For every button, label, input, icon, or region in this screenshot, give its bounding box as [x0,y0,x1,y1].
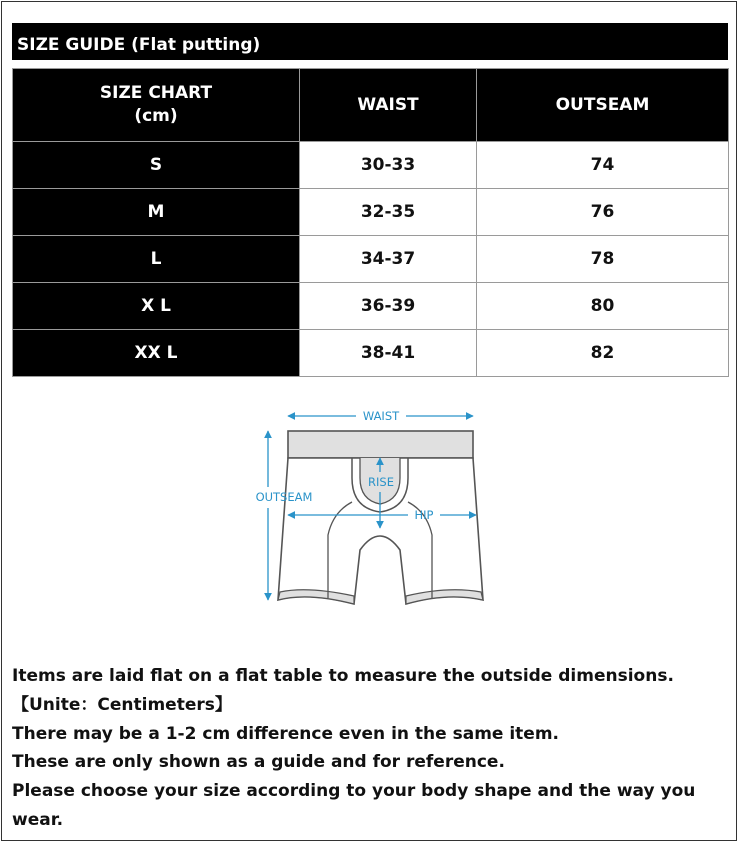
size-guide-title: SIZE GUIDE (Flat putting) [12,23,728,60]
measurement-diagram [248,400,488,615]
outseam-cell: 74 [477,142,729,189]
waist-cell: 32-35 [300,189,477,236]
waist-cell: 34-37 [300,236,477,283]
size-cell: L [13,236,300,283]
hip-label: HIP [414,508,434,522]
outseam-cell: 76 [477,189,729,236]
table-row [13,236,729,283]
size-chart-header-label: SIZE CHART [99,83,213,103]
size-chart-header [13,69,300,142]
table-row [13,189,729,236]
note-line: Please choose your size according to your body shape and the way you wear. [12,781,696,830]
note-line: There may be a 1-2 cm difference even in the same item. [12,723,560,744]
waist-cell: 30-33 [300,142,477,189]
waist-header: WAIST [300,69,477,142]
rise-label: RISE [368,475,394,489]
size-chart-table [12,68,729,377]
size-cell: M [13,189,300,236]
size-cell: S [13,142,300,189]
outseam-cell: 80 [477,283,729,330]
note-line: These are only shown as a guide and for reference. [12,752,505,773]
waist-cell: 38-41 [300,330,477,377]
size-chart-header-unit: (cm) [134,106,178,126]
boxer-briefs-diagram [248,400,488,615]
table-row [13,330,729,377]
outseam-cell: 82 [477,330,729,377]
size-cell: XX L [13,330,300,377]
waist-label: WAIST [362,409,400,423]
size-notes [12,662,728,835]
table-row [13,142,729,189]
waist-cell: 36-39 [300,283,477,330]
waistband-shape [288,431,473,458]
note-line: Items are laid flat on a flat table to measure the outside dimensions.【Unite：Centimeters】 [12,666,674,715]
table-header-row [13,69,729,142]
outseam-header: OUTSEAM [477,69,729,142]
table-row [13,283,729,330]
size-cell: X L [13,283,300,330]
outseam-cell: 78 [477,236,729,283]
outseam-label: OUTSEAM [255,490,313,504]
